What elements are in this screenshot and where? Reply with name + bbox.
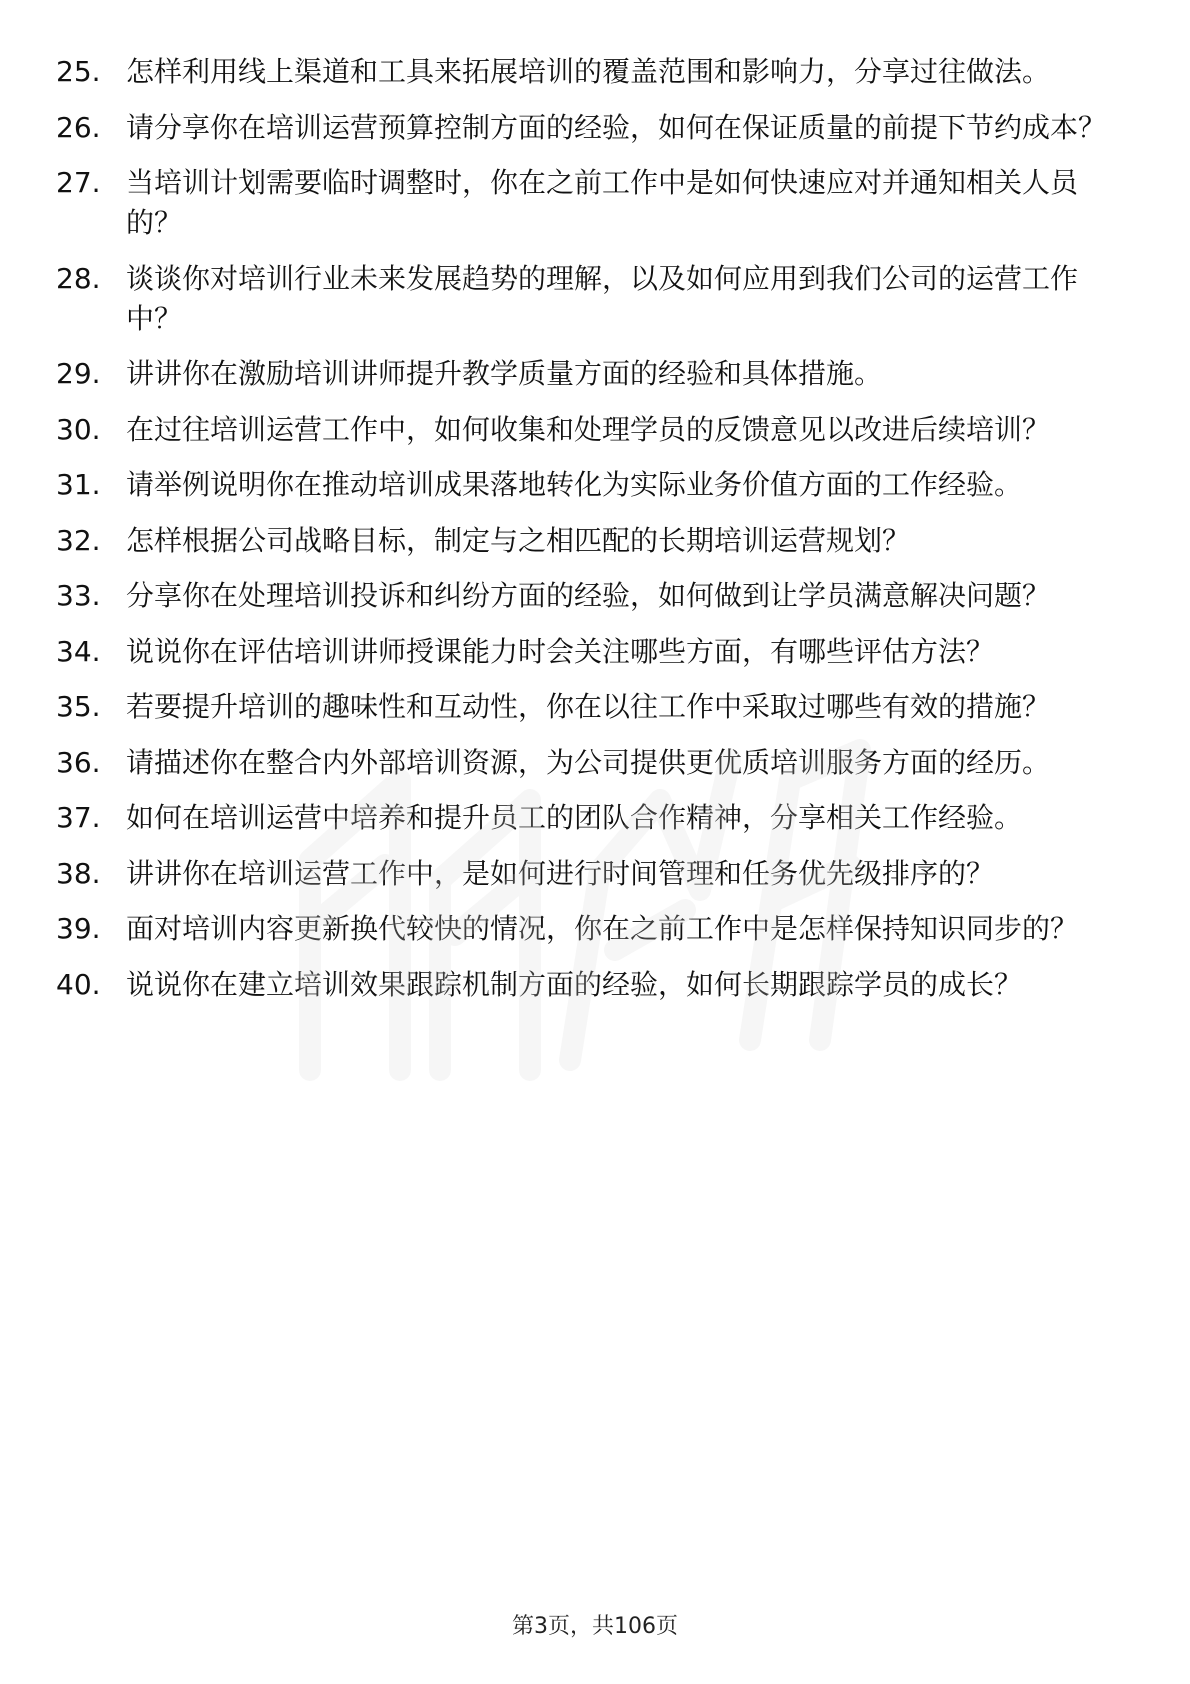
question-text: 当培训计划需要临时调整时，你在之前工作中是如何快速应对并通知相关人员的？ bbox=[126, 166, 1079, 239]
question-number: 35. bbox=[56, 690, 101, 723]
question-number: 30. bbox=[56, 412, 101, 446]
question-item bbox=[56, 854, 1126, 894]
question-item bbox=[56, 687, 1126, 727]
question-text: 面对培训内容更新换代较快的情况，你在之前工作中是怎样保持知识同步的？ bbox=[126, 912, 1079, 945]
question-text: 怎样根据公司战略目标，制定与之相匹配的长期培训运营规划？ bbox=[126, 523, 911, 557]
question-number: 25. bbox=[56, 55, 101, 88]
question-number: 34. bbox=[56, 634, 101, 668]
page-footer: 第3页，共106页 bbox=[512, 1614, 678, 1639]
question-item bbox=[56, 465, 1126, 505]
question-item bbox=[56, 798, 1126, 838]
question-item bbox=[56, 743, 1126, 783]
question-number: 39. bbox=[56, 912, 101, 945]
question-number: 40. bbox=[56, 967, 101, 1001]
question-number: 37. bbox=[56, 801, 101, 834]
question-number: 33. bbox=[56, 579, 101, 612]
question-number: 36. bbox=[56, 745, 101, 779]
question-text: 请举例说明你在推动培训成果落地转化为实际业务价值方面的工作经验。 bbox=[126, 468, 1023, 501]
question-list bbox=[56, 52, 1126, 1020]
question-number: 27. bbox=[56, 166, 101, 199]
question-text: 讲讲你在培训运营工作中，是如何进行时间管理和任务优先级排序的？ bbox=[126, 856, 995, 890]
question-item bbox=[56, 521, 1126, 561]
question-text: 说说你在建立培训效果跟踪机制方面的经验，如何长期跟踪学员的成长？ bbox=[126, 967, 1023, 1001]
question-item bbox=[56, 576, 1126, 616]
question-text: 说说你在评估培训讲师授课能力时会关注哪些方面，有哪些评估方法？ bbox=[126, 634, 995, 668]
question-item bbox=[56, 632, 1126, 672]
question-number: 26. bbox=[56, 110, 101, 144]
question-item bbox=[56, 108, 1126, 148]
question-text: 分享你在处理培训投诉和纠纷方面的经验，如何做到让学员满意解决问题？ bbox=[126, 579, 1051, 612]
question-item bbox=[56, 965, 1126, 1005]
question-text: 怎样利用线上渠道和工具来拓展培训的覆盖范围和影响力，分享过往做法。 bbox=[126, 55, 1051, 88]
question-item bbox=[56, 163, 1126, 243]
question-number: 28. bbox=[56, 261, 101, 295]
question-text: 请描述你在整合内外部培训资源，为公司提供更优质培训服务方面的经历。 bbox=[126, 745, 1051, 779]
question-number: 29. bbox=[56, 357, 101, 390]
question-item bbox=[56, 354, 1126, 394]
question-text: 在过往培训运营工作中，如何收集和处理学员的反馈意见以改进后续培训？ bbox=[126, 412, 1051, 446]
question-text: 请分享你在培训运营预算控制方面的经验，如何在保证质量的前提下节约成本？ bbox=[126, 110, 1107, 144]
question-number: 31. bbox=[56, 468, 101, 501]
question-number: 32. bbox=[56, 523, 101, 557]
question-text: 若要提升培训的趣味性和互动性，你在以往工作中采取过哪些有效的措施？ bbox=[126, 690, 1051, 723]
question-text: 谈谈你对培训行业未来发展趋势的理解，以及如何应用到我们公司的运营工作中？ bbox=[126, 261, 1079, 335]
question-item bbox=[56, 410, 1126, 450]
question-text: 如何在培训运营中培养和提升员工的团队合作精神，分享相关工作经验。 bbox=[126, 801, 1023, 834]
question-number: 38. bbox=[56, 856, 101, 890]
question-item bbox=[56, 259, 1126, 339]
question-text: 讲讲你在激励培训讲师提升教学质量方面的经验和具体措施。 bbox=[126, 357, 883, 390]
question-item bbox=[56, 909, 1126, 949]
question-item bbox=[56, 52, 1126, 92]
